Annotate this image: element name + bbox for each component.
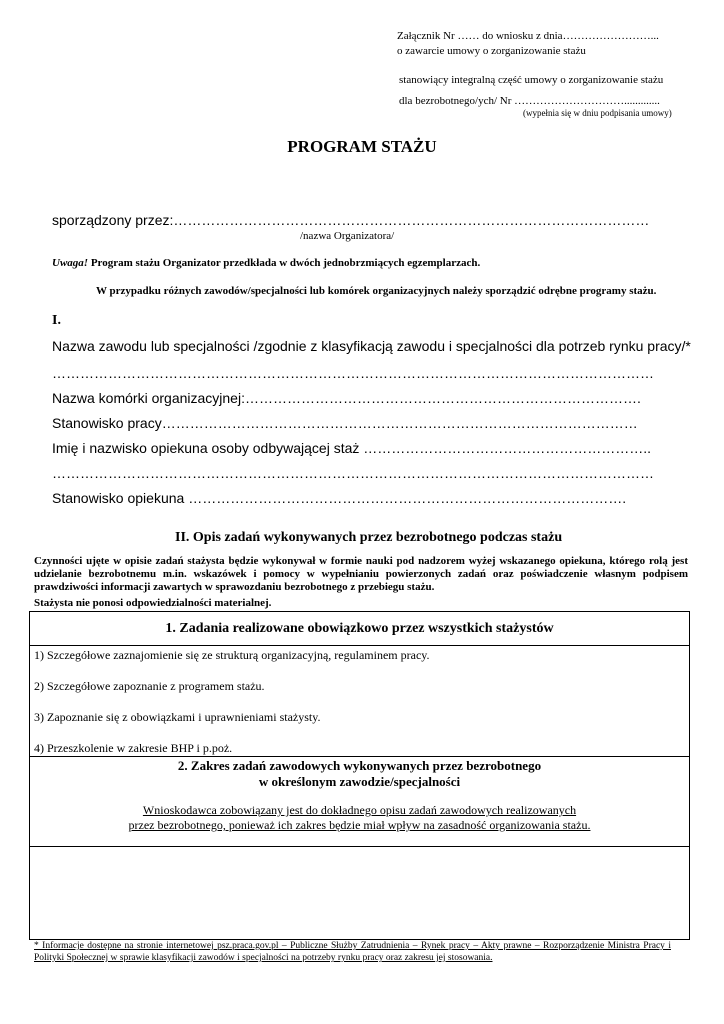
professional-tasks-heading-1: 2. Zakres zadań zawodowych wykonywanych przez bezrobotnego	[177, 758, 542, 773]
attachment-line-4: dla bezrobotnego/ych/ Nr ………………………….............	[399, 95, 660, 107]
uwaga-note	[52, 257, 480, 270]
job-position-field[interactable]: Stanowisko pracy…………………………………………………………………………………………	[52, 415, 638, 431]
professional-tasks-note-1: Wnioskodawca zobowiązany jest do dokładnego opisu zadań zawodowych realizowanych	[142, 803, 577, 817]
tasks-table	[29, 611, 690, 940]
uwaga-prefix: Uwaga!	[52, 257, 89, 269]
page-title: PROGRAM STAŻU	[287, 137, 437, 156]
task-item: 4) Przeszkolenie w zakresie BHP i p.poż.	[34, 741, 233, 755]
professional-tasks-input-area[interactable]	[30, 847, 690, 940]
task-item: 1) Szczegółowe zaznajomienie się ze strukturą organizacyjną, regulaminem pracy.	[34, 648, 430, 662]
professional-tasks-heading-2: w określonym zawodzie/specjalności	[258, 774, 461, 789]
attachment-line-2: o zawarcie umowy o zorganizowanie stażu	[397, 45, 586, 57]
professional-tasks-header-cell	[30, 757, 690, 847]
profession-name-dots[interactable]: …………………………………………………………………………………………………………………	[52, 365, 654, 381]
task-item: 2) Szczegółowe zapoznanie z programem stażu.	[34, 679, 265, 693]
professional-tasks-note-2: przez bezrobotnego, ponieważ ich zakres będzie miał wpływ na zasadność organizowania stażu.	[128, 818, 591, 832]
separate-program-note: W przypadku różnych zawodów/specjalności lub komórek organizacyjnych należy sporządzić odrębne programy stażu.	[96, 285, 657, 297]
section-1-heading: I.	[52, 313, 61, 328]
section-2-heading: II. Opis zadań wykonywanych przez bezrobotnego podczas stażu	[175, 530, 563, 545]
org-unit-field[interactable]: Nazwa komórki organizacyjnej:………………………………………………………………………….	[52, 390, 641, 406]
supervisor-position-field[interactable]: Stanowisko opiekuna ………………………………………………………………………………….	[52, 490, 627, 506]
attachment-line-3: stanowiący integralną część umowy o zorganizowanie stażu	[399, 74, 664, 86]
task-item: 3) Zapoznanie się z obowiązkami i uprawnieniami stażysty.	[34, 710, 321, 724]
supervisor-name-dots[interactable]: …………………………………………………………………………………………………………………	[52, 465, 654, 481]
section-2-description: Czynności ujęte w opisie zadań stażysta będzie wykonywał w formie nauki pod nadzorem wyżej wskazanego opiekuna, którego rolą jest udzielanie bezrobotnemu m.in. wskazówek i pomocy w wypełnianiu powierzonych zadań oraz poświadczenie własnym podpisem prawdziwości informacji zawartych w sprawozdaniu bezrobotnego z przebiegu stażu.	[34, 555, 688, 593]
mandatory-tasks-cell	[30, 646, 690, 757]
profession-name-field[interactable]: Nazwa zawodu lub specjalności /zgodnie z klasyfikacją zawodu i specjalności dla potrzeb rynku pracy/*	[52, 338, 691, 354]
attachment-fill-hint: (wypełnia się w dniu podpisania umowy)	[523, 108, 672, 118]
prepared-by-field[interactable]: sporządzony przez:…………………………………………………………………………………………	[52, 212, 650, 228]
liability-note: Stażysta nie ponosi odpowiedzialności materialnej.	[34, 597, 272, 609]
uwaga-text: Program stażu Organizator przedkłada w dwóch jednobrzmiących egzemplarzach.	[88, 257, 481, 269]
attachment-line-1: Załącznik Nr …… do wniosku z dnia……………………...	[397, 30, 659, 42]
organizer-name-caption: /nazwa Organizatora/	[300, 230, 395, 242]
mandatory-tasks-heading: 1. Zadania realizowane obowiązkowo przez wszystkich stażystów	[30, 612, 690, 646]
footnote: * Informacje dostępne na stronie internetowej psz.praca.gov.pl – Publiczne Służby Zatrudnienia – Rynek pracy – Akty prawne – Rozporządzenie Ministra Pracy i Polityki Społecznej w sprawie klasyfikacji zawodów i specjalności na potrzeby rynku pracy oraz zakresu jej stosowania.	[34, 941, 671, 963]
supervisor-name-field[interactable]: Imię i nazwisko opiekuna osoby odbywającej staż ……………………………………………………..	[52, 440, 652, 456]
